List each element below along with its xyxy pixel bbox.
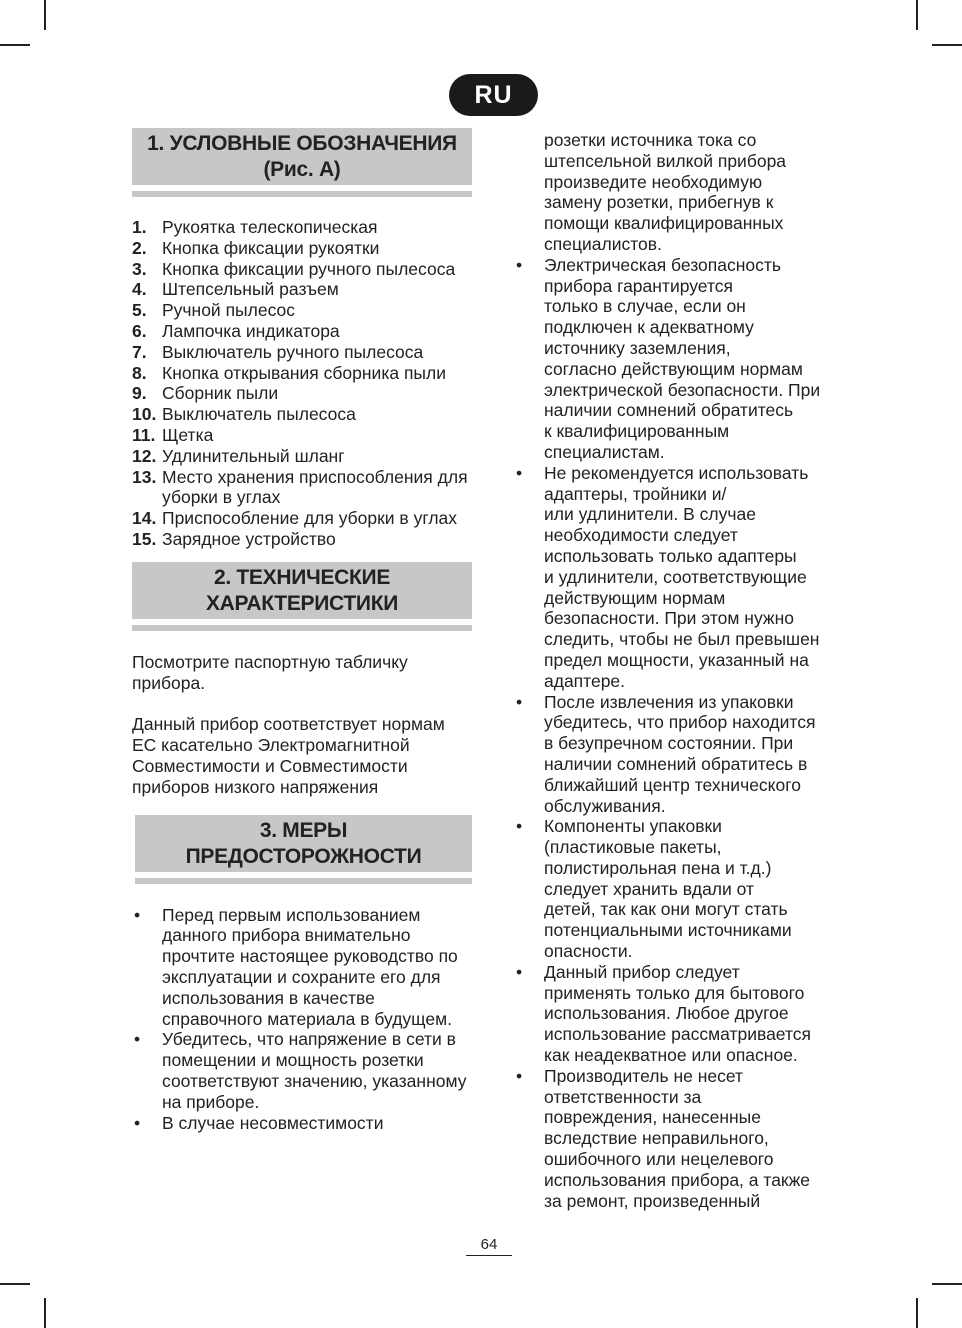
- crop-mark: [44, 0, 46, 30]
- list-item-text: В случае несовместимости: [162, 1112, 384, 1133]
- list-item-text: Данный прибор следует применять только для бытового использования. Любое другое использование рассматривается как неадекватное или опасное.: [544, 961, 812, 1066]
- precautions-list-right: [514, 255, 854, 1212]
- list-item: [132, 508, 472, 529]
- crop-mark: [0, 1283, 30, 1285]
- list-item: [132, 342, 472, 363]
- list-item-text: Кнопка фиксации рукоятки: [162, 237, 380, 258]
- bullet-icon: •: [516, 816, 523, 837]
- list-item-number: 4.: [132, 279, 147, 300]
- list-item-text: Не рекомендуется использовать адаптеры, тройники и/ или удлинители. В случае необходимости следует использовать только адаптеры и удлинители, соответствующие действующим нормам безопасности. При этом нужно следить, чтобы не был превышен предел мощности, указанный на адаптере.: [544, 462, 820, 691]
- list-item-number: 10.: [132, 404, 157, 425]
- precautions-list-left: [132, 905, 472, 1134]
- list-item-text: Щетка: [162, 424, 214, 445]
- language-badge: RU: [449, 74, 538, 116]
- bullet-icon: •: [516, 691, 523, 712]
- list-item-text: Производитель не несет ответственности за повреждения, нанесенные вследствие неправильного, ошибочного или нецелевого использования прибора, а также за ремонт, произведенный: [544, 1065, 811, 1211]
- list-item-number: 1.: [132, 217, 147, 237]
- list-item-number: 3.: [132, 258, 147, 279]
- list-item: [132, 300, 472, 321]
- list-item-number: 12.: [132, 445, 157, 466]
- list-item-text: Штепсельный разъем: [162, 279, 339, 300]
- left-column: [132, 128, 472, 1133]
- list-item: [132, 279, 472, 300]
- bullet-icon: •: [516, 961, 523, 982]
- crop-mark: [916, 1298, 918, 1328]
- list-item-text: Убедитесь, что напряжение в сети в помещении и мощность розетки соответствуют значению, указанному на приборе.: [162, 1029, 467, 1112]
- list-item: [514, 692, 854, 817]
- list-item-number: 8.: [132, 362, 147, 383]
- list-item-text: Место хранения приспособления для уборки в углах: [162, 466, 468, 508]
- precaution-continuation: розетки источника тока со штепсельной вилкой прибора произведите необходимую замену розетки, прибегнув к помощи квалифицированных специалистов.: [544, 130, 787, 254]
- list-item-number: 9.: [132, 383, 147, 404]
- list-item-text: Сборник пыли: [162, 383, 279, 404]
- list-item-text: Лампочка индикатора: [162, 320, 340, 341]
- parts-list: [132, 217, 472, 550]
- list-item-text: Компоненты упаковки (пластиковые пакеты, полистирольная пена и т.д.) следует хранить вдали от детей, так как они могут стать потенциальными источниками опасности.: [544, 816, 792, 962]
- list-item-number: 6.: [132, 320, 147, 341]
- list-item: [514, 816, 854, 962]
- section2-heading: [132, 562, 472, 619]
- section2-title-line1: 2. ТЕХНИЧЕСКИЕ: [213, 565, 391, 589]
- section2-title-line2: ХАРАКТЕРИСТИКИ: [205, 591, 399, 615]
- crop-mark: [916, 0, 918, 30]
- bullet-icon: •: [516, 254, 523, 275]
- specs-paragraph-1: Посмотрите паспортную табличку прибора.: [132, 651, 408, 693]
- section3-heading: [135, 815, 472, 872]
- section1-heading: [132, 128, 472, 185]
- bullet-icon: •: [516, 462, 523, 483]
- list-item: [132, 425, 472, 446]
- bullet-icon: •: [134, 1029, 141, 1050]
- list-item-text: Рукоятка телескопическая: [162, 217, 378, 237]
- specs-paragraph-2: Данный прибор соответствует нормам ЕС касательно Электромагнитной Совместимости и Совместимости приборов низкого напряжения: [132, 714, 445, 797]
- section1-title-line2: (Рис. А): [263, 158, 341, 181]
- list-item: [132, 1029, 472, 1112]
- section1-divider: [132, 191, 472, 197]
- list-item: [132, 363, 472, 384]
- list-item: [132, 1113, 472, 1134]
- list-item: [132, 905, 472, 1030]
- bullet-icon: •: [516, 1065, 523, 1086]
- list-item-text: Выключатель пылесоса: [162, 404, 356, 425]
- list-item-number: 15.: [132, 528, 157, 549]
- list-item-text: После извлечения из упаковки убедитесь, что прибор находится в безупречном состоянии. При наличии сомнений обратитесь в ближайший центр технического обслуживания.: [544, 691, 816, 816]
- list-item: [514, 255, 854, 463]
- list-item: [132, 529, 472, 550]
- list-item-text: Перед первым использованием данного прибора внимательно прочтите настоящее руководство по эксплуатации и сохраните его для использования в качестве справочного материала в будущем.: [162, 904, 458, 1029]
- section3-title: 3. МЕРЫ ПРЕДОСТОРОЖНОСТИ: [185, 818, 422, 868]
- list-item-text: Ручной пылесос: [162, 300, 296, 321]
- list-item: [132, 321, 472, 342]
- list-item-text: Выключатель ручного пылесоса: [162, 341, 424, 362]
- list-item: [132, 259, 472, 280]
- list-item-text: Кнопка фиксации ручного пылесоса: [162, 258, 456, 279]
- crop-mark: [44, 1298, 46, 1328]
- crop-mark: [932, 1283, 962, 1285]
- list-item: [514, 962, 854, 1066]
- list-item-text: Удлинительный шланг: [162, 445, 345, 466]
- bullet-icon: •: [134, 1112, 141, 1133]
- list-item-text: Зарядное устройство: [162, 528, 336, 549]
- list-item-number: 7.: [132, 341, 147, 362]
- list-item-number: 5.: [132, 300, 147, 321]
- list-item-text: Кнопка открывания сборника пыли: [162, 362, 446, 383]
- list-item: [132, 383, 472, 404]
- list-item: [514, 463, 854, 692]
- list-item: [132, 446, 472, 467]
- list-item-text: Приспособление для уборки в углах: [162, 508, 458, 529]
- list-item-number: 14.: [132, 508, 157, 529]
- list-item-number: 13.: [132, 466, 157, 487]
- crop-mark: [0, 44, 30, 46]
- list-item: [514, 1066, 854, 1212]
- bullet-icon: •: [134, 904, 141, 925]
- list-item-number: 11.: [132, 424, 156, 445]
- section1-title-line1: 1. УСЛОВНЫЕ ОБОЗНАЧЕНИЯ: [147, 132, 457, 155]
- list-item-number: 2.: [132, 237, 147, 258]
- list-item-text: Электрическая безопасность прибора гарантируется только в случае, если он подключен к адекватному источнику заземления, согласно действующим нормам электрической безопасности. При наличии сомнений обратитесь к квалифицированным специалистам.: [544, 254, 821, 462]
- list-item: [132, 467, 472, 509]
- list-item: [132, 238, 472, 259]
- right-column: [514, 130, 854, 1211]
- list-item: [132, 404, 472, 425]
- page-number: 64: [466, 1236, 512, 1256]
- list-item: [132, 217, 472, 238]
- crop-mark: [932, 44, 962, 46]
